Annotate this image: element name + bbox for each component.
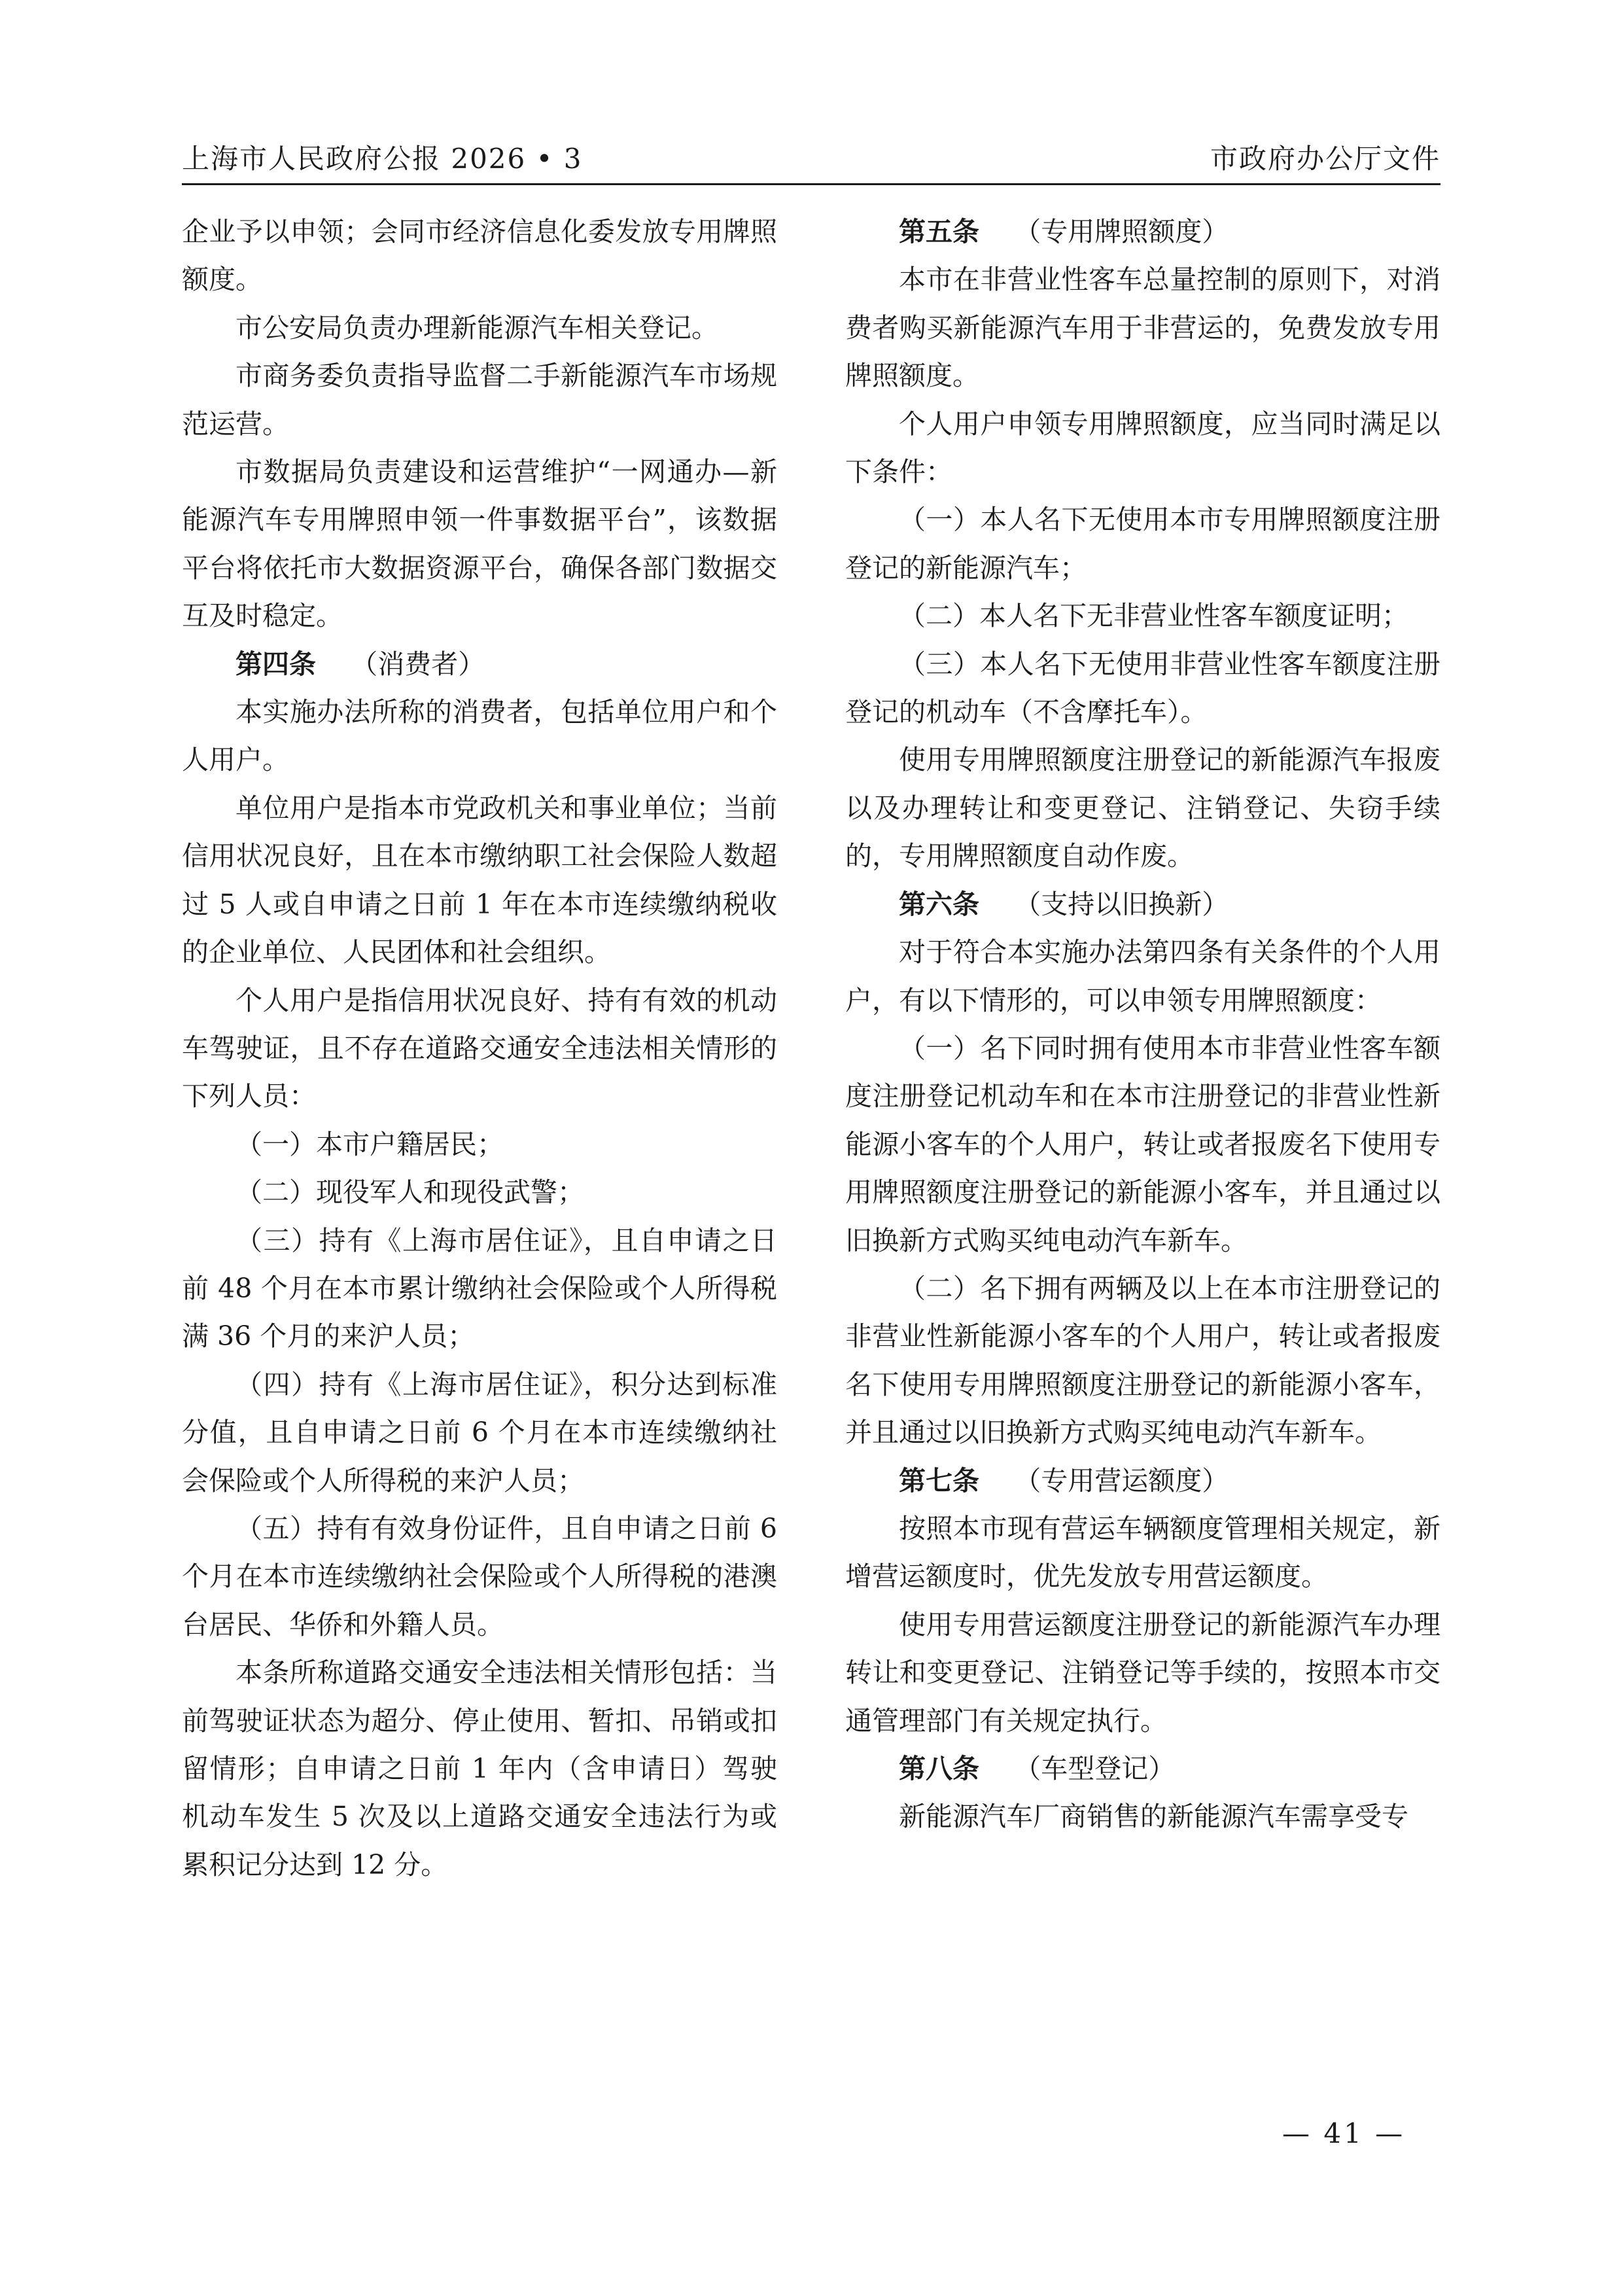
body-paragraph: （五）持有有效身份证件，且自申请之日前 6 个月在本市连续缴纳社会保险或个人所得税的港澳台居民、华侨和外籍人员。 [182, 1512, 777, 1640]
body-paragraph: 使用专用牌照额度注册登记的新能源汽车报废以及办理转让和变更登记、注销登记、失窃手续的，专用牌照额度自动作废。 [845, 744, 1440, 872]
body-paragraph: 市数据局负责建设和运营维护“一网通办—新能源汽车专用牌照申领一件事数据平台”，该数据平台将依托市大数据资源平台，确保各部门数据交互及时稳定。 [182, 456, 777, 632]
article-number: 第五条 [899, 216, 979, 247]
page-number: — 41 — [1282, 2117, 1406, 2149]
article-title: （专用营运额度） [1014, 1464, 1229, 1496]
body-paragraph: 对于符合本实施办法第四条有关条件的个人用户，有以下情形的，可以申领专用牌照额度： [845, 936, 1440, 1016]
article-number: 第四条 [236, 648, 316, 680]
article-title: （支持以旧换新） [1014, 888, 1229, 920]
article-heading [845, 1745, 1440, 1793]
body-paragraph: （二）现役军人和现役武警； [236, 1176, 584, 1209]
body-paragraph: 企业予以申领；会同市经济信息化委发放专用牌照额度。 [182, 216, 777, 296]
right-column [845, 208, 1440, 1841]
article-title: （消费者） [351, 648, 485, 680]
article-title: （专用牌照额度） [1014, 216, 1229, 247]
article-number: 第六条 [899, 888, 979, 920]
body-paragraph: （二）名下拥有两辆及以上在本市注册登记的非营业性新能源小客车的个人用户，转让或者报废名下使用专用牌照额度注册登记的新能源小客车，并且通过以旧换新方式购买纯电动汽车新车。 [845, 1272, 1440, 1449]
body-paragraph: （二）本人名下无非营业性客车额度证明； [899, 600, 1408, 632]
article-number: 第八条 [899, 1753, 979, 1784]
publication-title: 上海市人民政府公报 2026 • 3 [182, 143, 583, 175]
body-paragraph: 个人用户申领专用牌照额度，应当同时满足以下条件： [845, 408, 1440, 488]
body-paragraph: 本市在非营业性客车总量控制的原则下，对消费者购买新能源汽车用于非营运的，免费发放专用牌照额度。 [845, 264, 1440, 392]
body-paragraph: （三）持有《上海市居住证》，且自申请之日前 48 个月在本市累计缴纳社会保险或个人所得税满 36 个月的来沪人员； [182, 1224, 777, 1352]
article-title: （车型登记） [1014, 1753, 1176, 1784]
running-header [182, 128, 1440, 185]
article-heading [182, 641, 777, 688]
body-paragraph: （一）本市户籍居民； [236, 1128, 504, 1160]
document-category: 市政府办公厅文件 [1210, 143, 1440, 175]
body-paragraph: （四）持有《上海市居住证》，积分达到标准分值，且自申请之日前 6 个月在本市连续缴纳社会保险或个人所得税的来沪人员； [182, 1368, 777, 1496]
body-paragraph: 使用专用营运额度注册登记的新能源汽车办理转让和变更登记、注销登记等手续的，按照本市交通管理部门有关规定执行。 [845, 1608, 1440, 1737]
body-paragraph: 本实施办法所称的消费者，包括单位用户和个人用户。 [182, 696, 777, 776]
body-paragraph: （三）本人名下无使用非营业性客车额度注册登记的机动车（不含摩托车）。 [845, 648, 1440, 728]
body-paragraph: （一）本人名下无使用本市专用牌照额度注册登记的新能源汽车； [845, 504, 1440, 584]
body-paragraph: 新能源汽车厂商销售的新能源汽车需享受专 [899, 1801, 1408, 1833]
body-paragraph: 市公安局负责办理新能源汽车相关登记。 [236, 311, 718, 344]
body-paragraph: 个人用户是指信用状况良好、持有有效的机动车驾驶证，且不存在道路交通安全违法相关情形的下列人员： [182, 984, 777, 1112]
body-paragraph: 单位用户是指本市党政机关和事业单位；当前信用状况良好，且在本市缴纳职工社会保险人数超过 5 人或自申请之日前 1 年在本市连续缴纳税收的企业单位、人民团体和社会组织。 [182, 792, 777, 968]
left-column [182, 208, 777, 1889]
article-heading [845, 208, 1440, 256]
article-heading [845, 881, 1440, 928]
body-paragraph: 市商务委负责指导监督二手新能源汽车市场规范运营。 [182, 360, 777, 440]
body-paragraph: （一）名下同时拥有使用本市非营业性客车额度注册登记机动车和在本市注册登记的非营业性新能源小客车的个人用户，转让或者报废名下使用专用牌照额度注册登记的新能源小客车，并且通过以旧换新方式购买纯电动汽车新车。 [845, 1032, 1440, 1256]
body-paragraph: 按照本市现有营运车辆额度管理相关规定，新增营运额度时，优先发放专用营运额度。 [845, 1512, 1440, 1593]
body-paragraph: 本条所称道路交通安全违法相关情形包括：当前驾驶证状态为超分、停止使用、暂扣、吊销或扣留情形；自申请之日前 1 年内（含申请日）驾驶机动车发生 5 次及以上道路交通安全违法行为或累积记分达到 12 分。 [182, 1657, 777, 1881]
article-heading [845, 1457, 1440, 1505]
article-number: 第七条 [899, 1464, 979, 1496]
